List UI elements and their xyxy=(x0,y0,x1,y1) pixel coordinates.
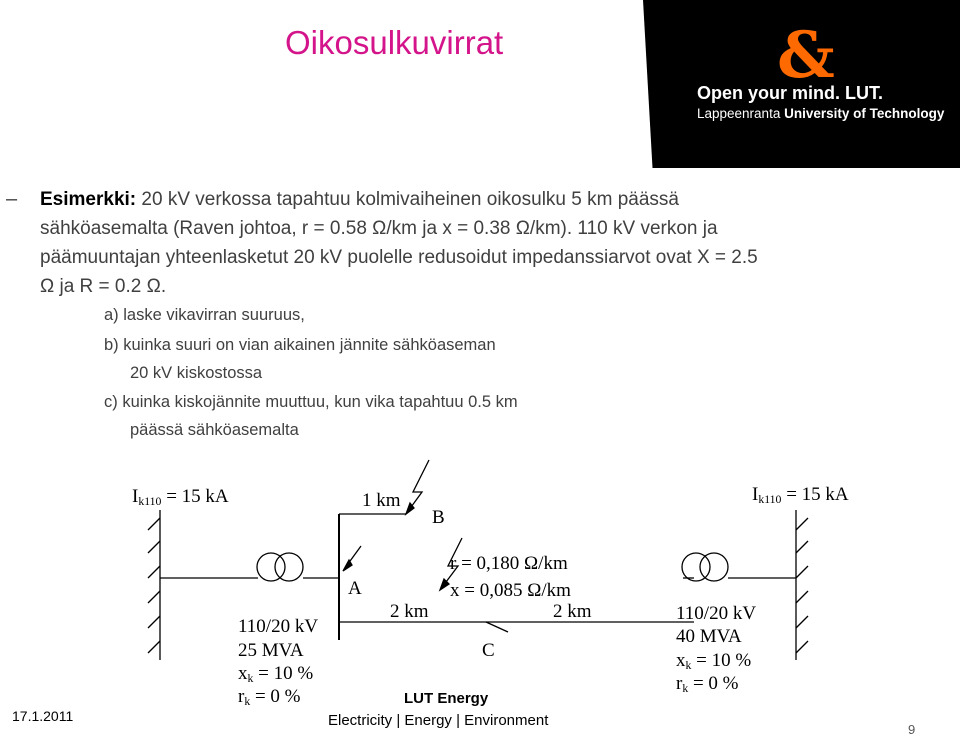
question-c: c) kuinka kiskojännite muuttuu, kun vika tapahtuu 0.5 km xyxy=(104,393,518,411)
footer-brand: LUT Energy xyxy=(404,690,489,707)
footer-date: 17.1.2011 xyxy=(12,708,74,724)
example-line-4: Ω ja R = 0.2 Ω. xyxy=(40,276,167,297)
footer-subtitle: Electricity | Energy | Environment xyxy=(328,712,549,729)
left-transformer-xk: $x_k = 10$ % xyxy=(238,663,314,685)
left-transformer-power: 25 MVA xyxy=(238,640,304,661)
right-transformer-rk: $r_k = 0$ % xyxy=(676,673,739,695)
question-c-cont: päässä sähköasemalta xyxy=(130,421,299,439)
example-line-1: Esimerkki: 20 kV verkossa tapahtuu kolmivaiheinen oikosulku 5 km päässä xyxy=(40,189,679,210)
left-transformer-rk: $r_k = 0$ % xyxy=(238,686,301,708)
fault-distance: 1 km xyxy=(362,490,401,511)
line-resistance: r = 0,180 Ω/km xyxy=(450,553,568,574)
right-transformer-icon xyxy=(682,553,710,581)
question-b-cont: 20 kV kiskostossa xyxy=(130,364,263,382)
right-grid-hatch xyxy=(796,510,808,660)
ampersand-logo-icon: & xyxy=(777,18,835,93)
right-transformer-power: 40 MVA xyxy=(676,626,742,647)
left-grid-hatch xyxy=(148,510,160,660)
right-source-current: $I_{k110} = 15$ kA xyxy=(752,484,849,506)
bullet-dash: – xyxy=(6,188,18,210)
left-source-current: $I_{k110} = 15$ kA xyxy=(132,486,229,508)
left-transformer-ratio: 110/20 kV xyxy=(238,616,319,637)
right-transformer-ratio: 110/20 kV xyxy=(676,603,757,624)
slide-title: Oikosulkuvirrat xyxy=(285,24,504,61)
logo-university: Lappeenranta University of Technology xyxy=(697,106,945,121)
left-transformer-icon xyxy=(257,553,285,581)
example-label: Esimerkki: xyxy=(40,189,137,210)
right-transformer-xk: $x_k = 10$ % xyxy=(676,650,752,672)
logo-tagline: Open your mind. LUT. xyxy=(697,83,884,103)
page-number: 9 xyxy=(908,722,916,737)
node-b-label: B xyxy=(432,507,445,528)
example-line-3: päämuuntajan yhteenlasketut 20 kV puolelle redusoidut impedanssiarvot ovat X = 2.5 xyxy=(40,247,758,268)
node-c-label: C xyxy=(482,640,495,661)
node-a-label: A xyxy=(348,578,362,599)
question-b: b) kuinka suuri on vian aikainen jännite sähköaseman xyxy=(104,336,496,354)
line-reactance: x = 0,085 Ω/km xyxy=(450,580,571,601)
question-a: a) laske vikavirran suuruus, xyxy=(104,306,305,324)
example-line-2: sähköasemalta (Raven johtoa, r = 0.58 Ω/km ja x = 0.38 Ω/km). 110 kV verkon ja xyxy=(40,218,718,239)
segment-right-length: 2 km xyxy=(553,601,592,622)
switch-c-icon xyxy=(486,622,508,632)
segment-left-length: 2 km xyxy=(390,601,429,622)
